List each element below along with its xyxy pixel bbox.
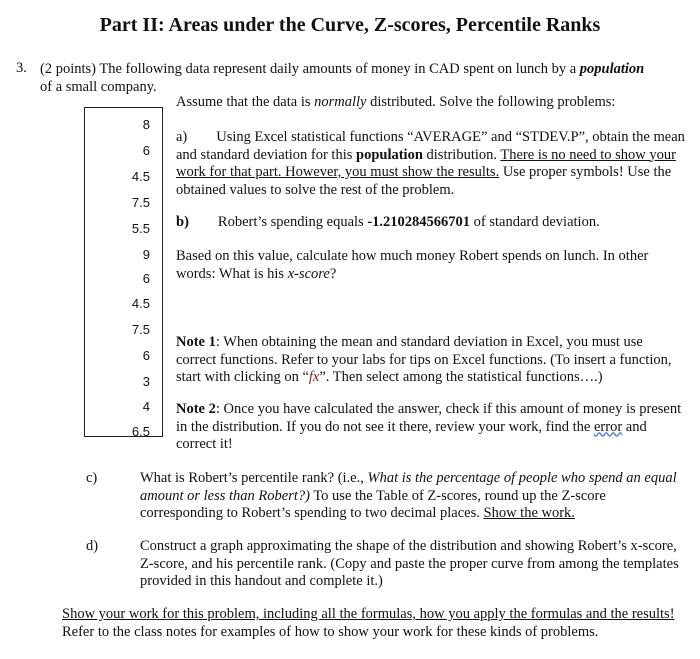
part-c-label: c) — [86, 470, 98, 486]
data-value: 8 — [142, 117, 150, 132]
footer-instructions: Show your work for this problem, including all the formulas, how you apply the formulas and the results! Refer to the class notes for examples of how to show your work for these kinds of problems. — [62, 606, 675, 640]
data-value: 3 — [142, 374, 150, 389]
data-value: 7.5 — [131, 322, 150, 337]
data-value: 6 — [142, 143, 150, 158]
note-2: Note 2: Once you have calculated the answer, check if this amount of money is present in the distribution. If you do not see it there, review your work, find the error and correct it! — [176, 401, 682, 452]
data-value: 4.5 — [131, 296, 150, 311]
part-a-label: a) — [176, 129, 188, 145]
data-value: 6 — [142, 271, 150, 286]
data-value: 4.5 — [131, 169, 150, 184]
part-b-label: b) — [176, 214, 189, 230]
assumption-text: Assume that the data is normally distributed. Solve the following problems: — [176, 94, 616, 110]
data-table — [84, 107, 163, 437]
part-d: Construct a graph approximating the shape of the distribution and showing Robert’s x-score, Z-score, and his percentile rank. (Copy and paste the proper curve from among the templates provided in this handout and complete it.) — [140, 538, 679, 589]
note-1: Note 1: When obtaining the mean and standard deviation in Excel, you must use correct functions. Refer to your labs for tips on Excel functions. (To insert a function, start with clicking on “fx”. Then select among the statistical functions….) — [176, 334, 672, 385]
part-b-question: Based on this value, calculate how much money Robert spends on lunch. In other words: What is his x-score? — [176, 248, 649, 282]
part-c: What is Robert’s percentile rank? (i.e., What is the percentage of people who spend an equal amount or less than Robert?) To use the Table of Z-scores, round up the Z-score corresponding to Robert’s spending to two decimal places. Show the work. — [140, 470, 677, 521]
data-value: 6 — [142, 348, 150, 363]
part-a: a) Using Excel statistical functions “AVERAGE” and “STDEV.P”, obtain the mean and standard deviation for this population distribution. There is no need to show your work for that part. However, you must show the results. Use proper symbols! Use the obtained values to solve the rest of the problem. — [176, 129, 685, 198]
data-value: 9 — [142, 247, 150, 262]
question-intro: (2 points) The following data represent daily amounts of money in CAD spent on lunch by a population of a small company. — [40, 61, 645, 95]
data-value: 7.5 — [131, 195, 150, 210]
part-b: b) Robert’s spending equals -1.210284566701 of standard deviation. — [176, 214, 600, 230]
data-value: 6.5 — [131, 424, 150, 439]
question-number: 3. — [16, 60, 27, 76]
data-value: 4 — [142, 399, 150, 414]
part-d-label: d) — [86, 538, 99, 554]
fx-icon: fx — [308, 369, 320, 385]
page-title: Part II: Areas under the Curve, Z-scores, Percentile Ranks — [99, 14, 601, 36]
data-value: 5.5 — [131, 221, 150, 236]
